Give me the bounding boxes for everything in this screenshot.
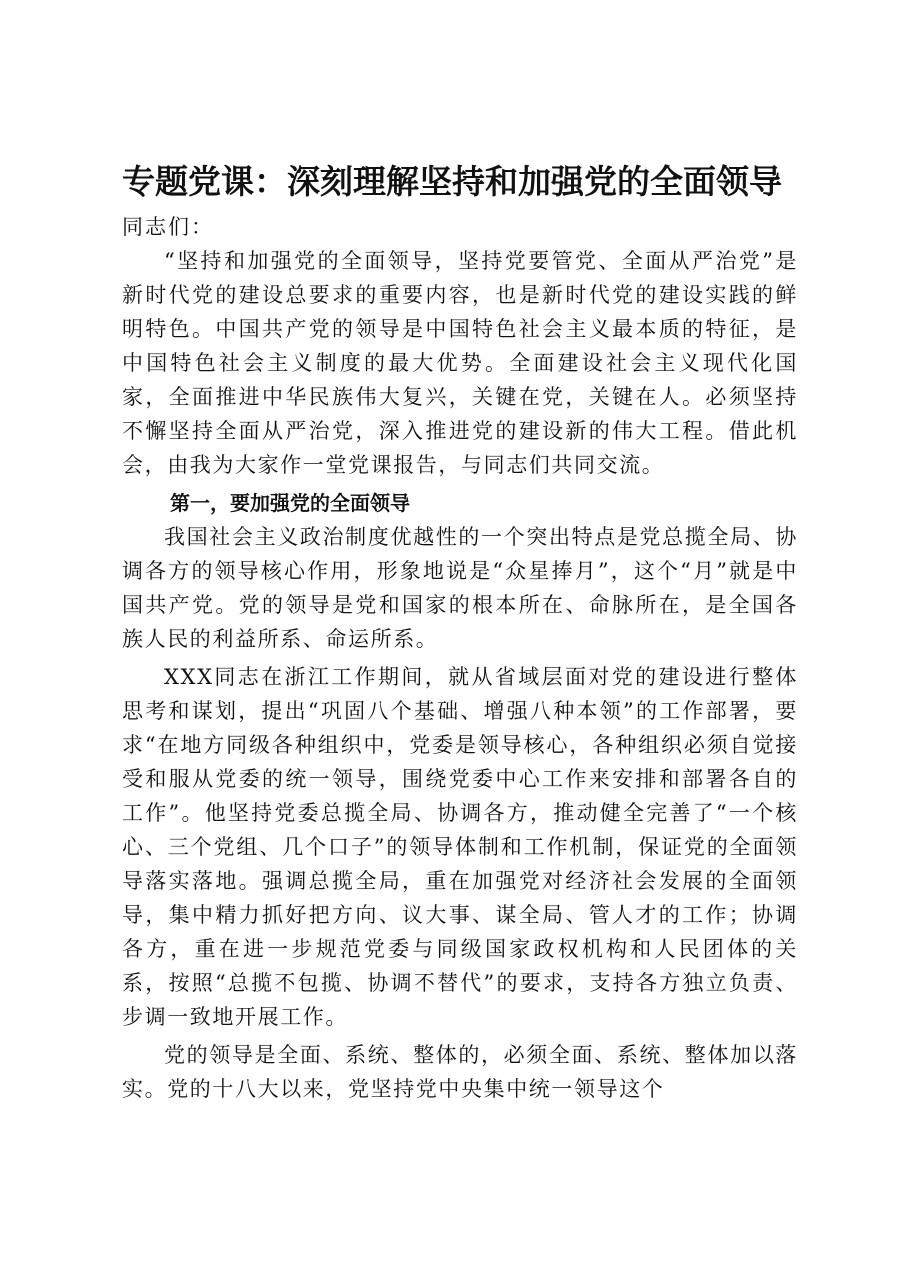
document-body [122,160,798,1106]
document-title: 专题党课：深刻理解坚持和加强党的全面领导 [122,162,782,201]
section-paragraph-2: XXX同志在浙江工作期间，就从省域层面对党的建设进行整体思考和谋划，提出“巩固八个基础、增强八种本领”的工作部署，要求“在地方同级各种组织中，党委是领导核心，各种组织必须自觉接受和服从党委的统一领导，围绕党委中心工作来安排和部署各自的工作”。他坚持党委总揽全局、协调各方，推动健全完善了“一个核心、三个党组、几个口子”的领导体制和工作机制，保证党的全面领导落实落地。强调总揽全局，重在加强党对经济社会发展的全面领导，集中精力抓好把方向、议大事、谋全局、管人才的工作；协调各方，重在进一步规范党委与同级国家政权机构和人民团体的关系，按照“总揽不包揽、协调不替代”的要求，支持各方独立负责、步调一致地开展工作。 [122,665,798,1029]
section-paragraph-1: 我国社会主义政治制度优越性的一个突出特点是党总揽全局、协调各方的领导核心作用，形象地说是“众星捧月”，这个“月”就是中国共产党。党的领导是党和国家的根本所在、命脉所在，是全国各族人民的利益所系、命运所系。 [122,525,798,651]
section-heading: 第一，要加强党的全面领导 [170,491,410,515]
intro-paragraph: “坚持和加强党的全面领导，坚持党要管党、全面从严治党”是新时代党的建设总要求的重要内容，也是新时代党的建设实践的鲜明特色。中国共产党的领导是中国特色社会主义最本质的特征，是中国特色社会主义制度的最大优势。全面建设社会主义现代化国家，全面推进中华民族伟大复兴，关键在党，关键在人。必须坚持不懈坚持全面从严治党，深入推进党的建设新的伟大工程。借此机会，由我为大家作一堂党课报告，与同志们共同交流。 [122,249,798,477]
section-paragraph-3: 党的领导是全面、系统、整体的，必须全面、系统、整体加以落实。党的十八大以来，党坚持党中央集中统一领导这个 [122,1043,798,1101]
greeting: 同志们： [122,215,214,239]
